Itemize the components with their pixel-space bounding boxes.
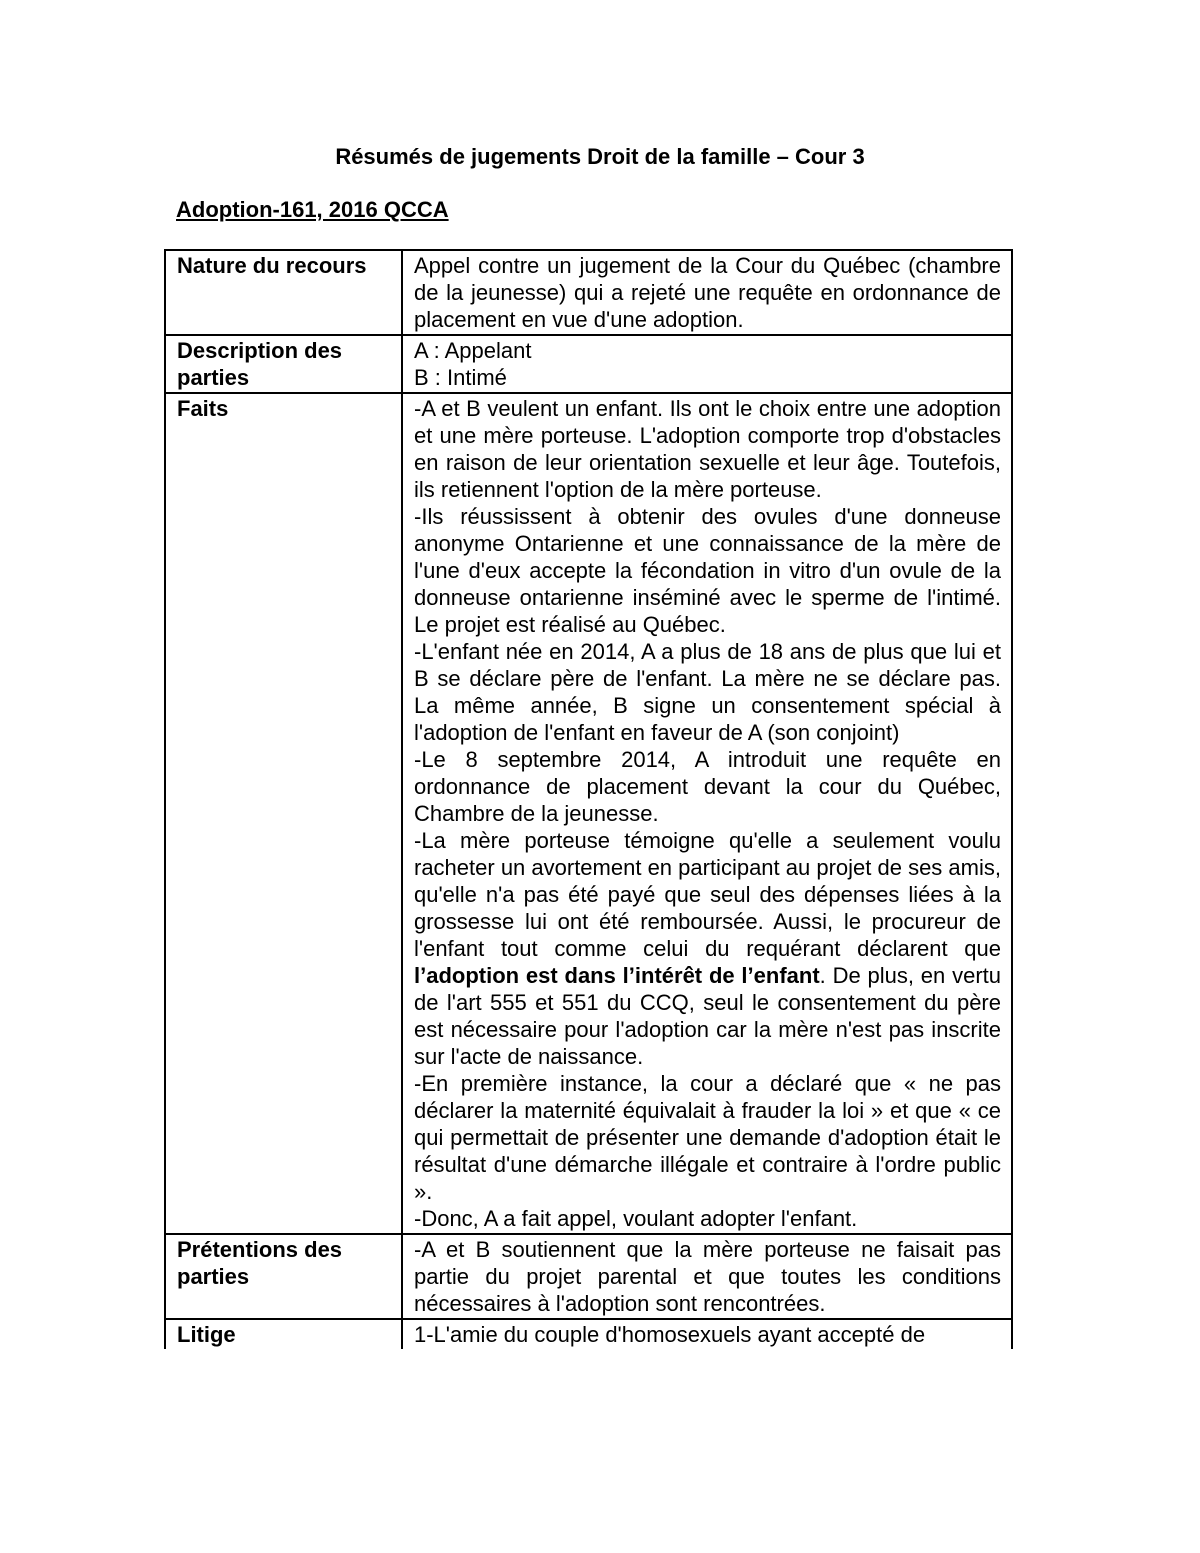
text-run: . De plus, en vertu de l'art 555 et 551 du CCQ, seul le consentement du père est nécessaire pour l'adoption car la mère n'est pas inscrite sur l'acte de naissance. bbox=[414, 963, 1001, 1069]
row-label: Prétentions des parties bbox=[165, 1234, 402, 1319]
content-paragraph: 1-L'amie du couple d'homosexuels ayant accepté de bbox=[414, 1322, 926, 1347]
table-row-pretentions bbox=[165, 1234, 1012, 1319]
table-row-nature bbox=[165, 250, 1012, 335]
content-paragraph-mixed bbox=[414, 827, 1001, 1070]
case-title: Adoption-161, 2016 QCCA bbox=[176, 197, 449, 222]
judgment-summary-table bbox=[164, 249, 1013, 1349]
content-paragraph: -Donc, A a fait appel, voulant adopter l'enfant. bbox=[414, 1206, 858, 1231]
emphasis-text: l’adoption est dans l’intérêt de l’enfant bbox=[414, 963, 820, 988]
row-content bbox=[402, 1319, 1012, 1349]
text-run: -La mère porteuse témoigne qu'elle a seulement voulu racheter un avortement en participant au projet de ses amis, qu'elle n'a pas été payé que seul des dépenses liées à la grossesse lui ont été remboursée. Aussi, le procureur de l'enfant tout comme celui du requérant déclarent que bbox=[414, 828, 1001, 961]
content-paragraph: -A et B soutiennent que la mère porteuse ne faisait pas partie du projet parental et que toutes les conditions nécessaires à l'adoption sont rencontrées. bbox=[414, 1237, 1001, 1316]
content-paragraph: -Ils réussissent à obtenir des ovules d'une donneuse anonyme Ontarienne et une connaissance de la mère de l'une d'eux accepte la fécondation in vitro d'un ovule de la donneuse ontarienne inséminé avec le sperme de l'intimé. Le projet est réalisé au Québec. bbox=[414, 504, 1001, 637]
row-content bbox=[402, 335, 1012, 393]
content-paragraph: -Le 8 septembre 2014, A introduit une requête en ordonnance de placement devant la cour du Québec, Chambre de la jeunesse. bbox=[414, 747, 1001, 826]
row-content bbox=[402, 393, 1012, 1234]
content-paragraph: -En première instance, la cour a déclaré que « ne pas déclarer la maternité équivalait à frauder la loi » et que « ce qui permettait de présenter une demande d'adoption était le résultat d'une démarche illégale et contraire à l'ordre public ». bbox=[414, 1071, 1001, 1204]
content-paragraph: A : Appelant bbox=[414, 338, 532, 363]
table-row-parties bbox=[165, 335, 1012, 393]
row-label: Litige bbox=[165, 1319, 402, 1349]
content-paragraph: Appel contre un jugement de la Cour du Québec (chambre de la jeunesse) qui a rejeté une requête en ordonnance de placement en vue d'une adoption. bbox=[414, 253, 1001, 332]
content-paragraph: -A et B veulent un enfant. Ils ont le choix entre une adoption et une mère porteuse. L'adoption comporte trop d'obstacles en raison de leur orientation sexuelle et leur âge. Toutefois, ils retiennent l'option de la mère porteuse. bbox=[414, 396, 1001, 502]
row-label: Description des parties bbox=[165, 335, 402, 393]
document-title: Résumés de jugements Droit de la famille – Cour 3 bbox=[335, 144, 865, 169]
table-row-faits bbox=[165, 393, 1012, 1234]
row-content bbox=[402, 250, 1012, 335]
content-paragraph: -L'enfant née en 2014, A a plus de 18 ans de plus que lui et B se déclare père de l'enfant. La mère ne se déclare pas. La même année, B signe un consentement spécial à l'adoption de l'enfant en faveur de A (son conjoint) bbox=[414, 639, 1001, 745]
row-label: Faits bbox=[165, 393, 402, 1234]
row-content bbox=[402, 1234, 1012, 1319]
content-paragraph: B : Intimé bbox=[414, 365, 507, 390]
row-label: Nature du recours bbox=[165, 250, 402, 335]
table-row-litige bbox=[165, 1319, 1012, 1349]
